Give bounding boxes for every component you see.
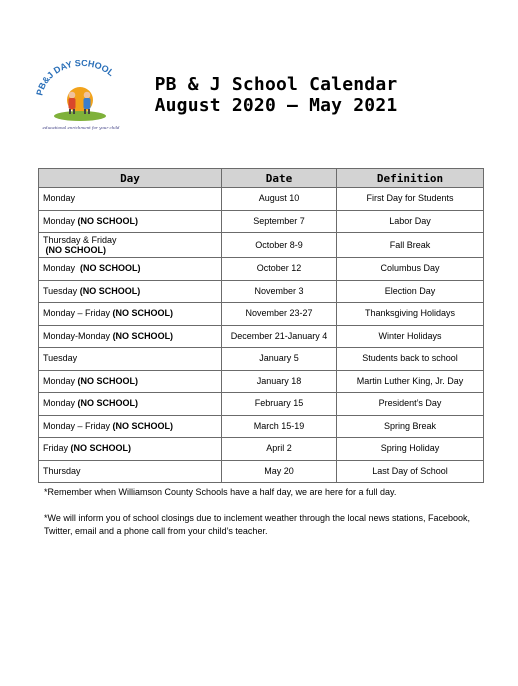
day-text: Monday	[43, 398, 76, 409]
cell-definition: Spring Break	[337, 415, 484, 438]
logo-tagline: educational enrichment for your child	[42, 125, 120, 130]
cell-date: August 10	[222, 188, 337, 211]
day-text: Monday	[43, 263, 76, 274]
cell-definition: Thanksgiving Holidays	[337, 303, 484, 326]
page-title	[140, 74, 412, 116]
table-row	[39, 280, 484, 303]
cell-day	[39, 460, 222, 483]
day-text: Tuesday	[43, 285, 78, 296]
cell-day	[39, 415, 222, 438]
cell-date: October 12	[222, 258, 337, 281]
table-row	[39, 188, 484, 211]
column-header-day: Day	[39, 169, 222, 188]
table-row	[39, 460, 484, 483]
day-text: Monday – Friday	[43, 420, 111, 431]
table-row	[39, 233, 484, 258]
table-row	[39, 348, 484, 371]
no-school-flag: (NO SCHOOL)	[70, 443, 132, 454]
cell-day	[39, 303, 222, 326]
day-text: Monday	[43, 193, 76, 204]
calendar-table-body	[39, 188, 484, 483]
cell-date: November 3	[222, 280, 337, 303]
cell-definition: Students back to school	[337, 348, 484, 371]
no-school-flag: (NO SCHOOL)	[77, 375, 139, 386]
day-text: Monday – Friday	[43, 308, 111, 319]
cell-definition: Fall Break	[337, 233, 484, 258]
cell-date: October 8-9	[222, 233, 337, 258]
school-logo-graphic	[34, 60, 126, 122]
cell-day	[39, 348, 222, 371]
no-school-flag: (NO SCHOOL)	[77, 398, 139, 409]
grass-icon	[54, 111, 106, 121]
cell-definition: Martin Luther King, Jr. Day	[337, 370, 484, 393]
cell-definition: Last Day of School	[337, 460, 484, 483]
day-text: Friday	[43, 443, 69, 454]
day-text: Monday	[43, 215, 76, 226]
cell-definition: Winter Holidays	[337, 325, 484, 348]
table-row	[39, 210, 484, 233]
table-row	[39, 438, 484, 461]
table-row	[39, 303, 484, 326]
cell-definition: Labor Day	[337, 210, 484, 233]
table-row	[39, 415, 484, 438]
cell-day	[39, 393, 222, 416]
note-half-day: *Remember when Williamson County Schools have a half day, we are here for a full day.	[44, 487, 397, 497]
cell-definition: First Day for Students	[337, 188, 484, 211]
cell-day	[39, 233, 222, 258]
cell-date: January 5	[222, 348, 337, 371]
table-row	[39, 258, 484, 281]
cell-date: March 15-19	[222, 415, 337, 438]
day-text: Tuesday	[43, 353, 78, 364]
table-row	[39, 393, 484, 416]
day-text: Thursday	[43, 465, 81, 476]
calendar-table	[38, 168, 484, 483]
no-school-flag: (NO SCHOOL)	[112, 330, 174, 341]
cell-day	[39, 280, 222, 303]
cell-date: May 20	[222, 460, 337, 483]
cell-definition: Election Day	[337, 280, 484, 303]
cell-day	[39, 325, 222, 348]
column-header-date: Date	[222, 169, 337, 188]
no-school-flag: (NO SCHOOL)	[79, 285, 141, 296]
no-school-flag: (NO SCHOOL)	[112, 420, 174, 431]
cell-definition: Spring Holiday	[337, 438, 484, 461]
cell-date: February 15	[222, 393, 337, 416]
title-line-1: PB & J School Calendar	[154, 74, 398, 95]
column-header-definition: Definition	[337, 169, 484, 188]
no-school-flag: (NO SCHOOL)	[112, 308, 174, 319]
table-row	[39, 370, 484, 393]
cell-date: November 23-27	[222, 303, 337, 326]
cell-date: December 21-January 4	[222, 325, 337, 348]
cell-day	[39, 188, 222, 211]
cell-day	[39, 438, 222, 461]
title-line-2: August 2020 – May 2021	[154, 95, 398, 116]
cell-definition: President’s Day	[337, 393, 484, 416]
cell-day	[39, 258, 222, 281]
note-closings: *We will inform you of school closings due to inclement weather through the local news stations, Facebook, Twitter, email and a phone call from your child’s teacher.	[44, 513, 471, 536]
table-header-row	[39, 169, 484, 188]
day-text: Monday-Monday	[43, 330, 111, 341]
day-text: Monday	[43, 375, 76, 386]
cell-definition: Columbus Day	[337, 258, 484, 281]
cell-date: January 18	[222, 370, 337, 393]
cell-day	[39, 370, 222, 393]
table-row	[39, 325, 484, 348]
cell-day	[39, 210, 222, 233]
day-text: Thursday & Friday	[43, 235, 117, 245]
notes-section	[44, 486, 484, 551]
no-school-flag: (NO SCHOOL)	[45, 245, 107, 255]
no-school-flag: (NO SCHOOL)	[80, 263, 141, 274]
logo-text: PB&J DAY SCHOOL	[34, 60, 116, 97]
cell-date: September 7	[222, 210, 337, 233]
cell-date: April 2	[222, 438, 337, 461]
no-school-flag: (NO SCHOOL)	[77, 215, 139, 226]
